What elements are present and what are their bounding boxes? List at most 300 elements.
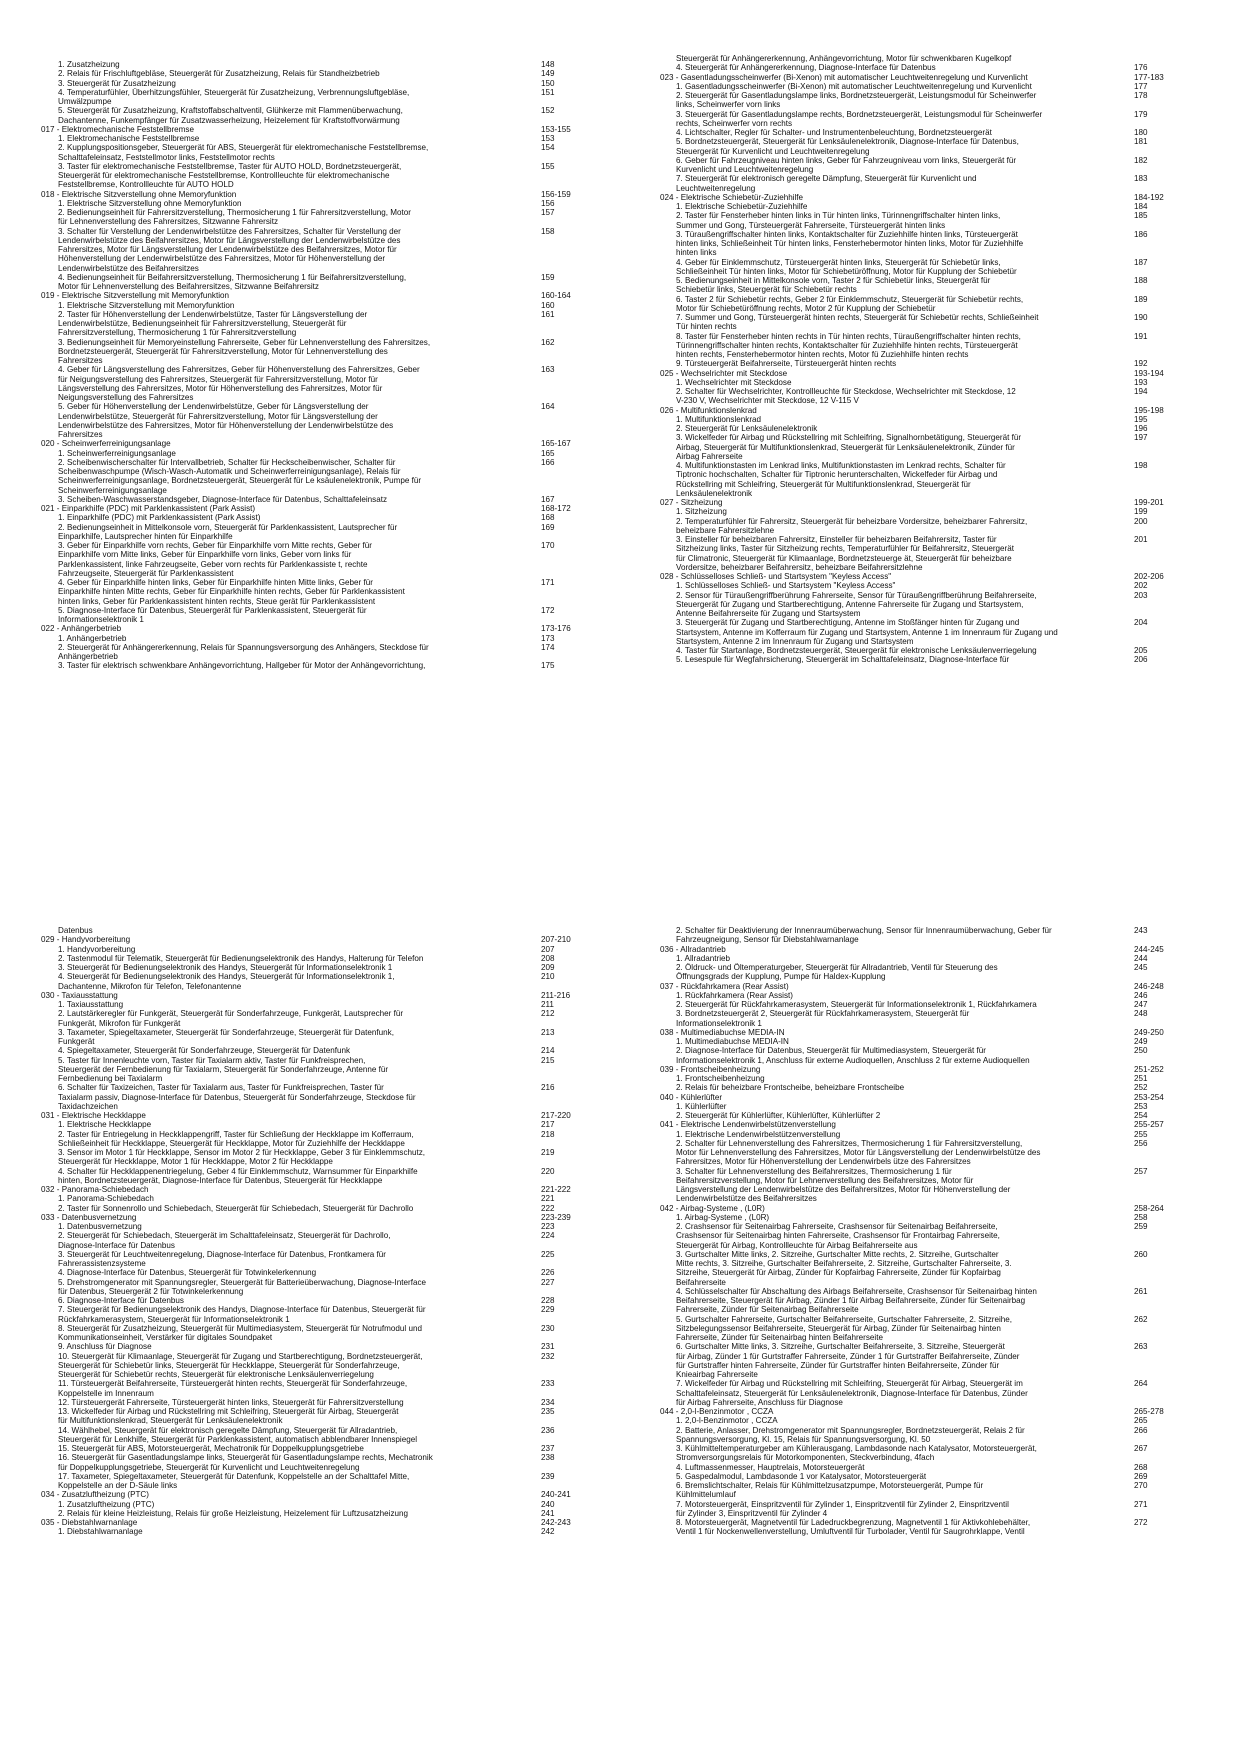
index-entry — [58, 208, 623, 227]
entry-text: 7. Motorsteuergerät, Einspritzventil für Zylinder 1, Einspritzventil für Zylinder 2, Einspritzventil für Zylinder 3, Einspritzventil für Zylinder 4 — [676, 1499, 1009, 1518]
page-number: 168 — [541, 513, 555, 523]
page-number: 160-164 — [541, 291, 571, 301]
index-entry — [676, 156, 1186, 175]
index-entry — [676, 926, 1186, 945]
index-entry — [58, 1305, 623, 1324]
entry-text: 3. Schalter für Lehnenverstellung des Beifahrersitzes, Thermosicherung 1 für Beifahrersitzverstellung, Motor für Lehnenverstellung des Beifahrersitzes, Motor für Längsverstellung der Lendenwirbelstütze des Beifahrersitzes, Motor für Höhenverstellung der Lendenwirbelstütze des Beifahrersitzes — [676, 1166, 1011, 1204]
index-entry — [58, 199, 623, 208]
entry-text: 1. Kühlerlüfter — [676, 1101, 727, 1111]
index-entry — [58, 1009, 623, 1028]
page-number: 254 — [1134, 1111, 1148, 1120]
entry-text: 3. Einsteller für beheizbaren Fahrersitz, Einsteller für beheizbaren Beifahrersitz, Taster für Sitzheizung links, Taster für Sitzheizung rechts, Temperaturfühler für Beifahrersitz, Steuergerät für Climatronic, Steuergerät für Klimaanlage, Bordnetzsteuerge ät, Steuergerät für beheizbare Vordersitze, beheizbarer Beifahrersitz, beheizbare Beifahrersitzlehne — [676, 535, 1014, 572]
index-entry — [58, 1352, 623, 1380]
page-number: 156 — [541, 198, 555, 208]
entry-text: 4. Temperaturfühler, Überhitzungsfühler, Steuergerät für Zusatzheizung, Verbrennungsluftgebläse, Umwälzpumpe — [58, 87, 410, 106]
index-entry — [676, 332, 1186, 360]
entry-text: 12. Türsteuergerät Fahrerseite, Türsteuergerät hinten links, Steuergerät für Fahrersitzverstellung — [58, 1397, 404, 1407]
index-entry — [676, 517, 1186, 536]
page-number: 190 — [1134, 313, 1148, 322]
entry-text: Datenbus — [58, 926, 93, 935]
index-entry — [676, 461, 1186, 498]
page-number: 219 — [541, 1148, 555, 1157]
entry-text: 1. Elektrische Sitzverstellung ohne Memoryfunktion — [58, 198, 242, 208]
entry-text: 5. Lesespule für Wegfahrsicherung, Steuergerät im Schalttafeleinsatz, Diagnose-Interface für — [676, 655, 1010, 665]
page-number: 239 — [541, 1471, 555, 1481]
index-entry — [58, 134, 623, 143]
entry-text: 5. Drehstromgenerator mit Spannungsregler, Steuergerät für Batterieüberwachung, Diagnose-Interface für Datenbus, Steuergerät 2 für Totwinkelerkennung — [58, 1277, 427, 1296]
page-number: 269 — [1134, 1471, 1148, 1481]
entry-text: 4. Luftmassenmesser, Hauptrelais, Motorsteuergerät — [676, 1462, 865, 1472]
index-entry — [58, 1130, 623, 1149]
entry-text: 2. Kupplungspositionsgeber, Steuergerät für ABS, Steuergerät für elektromechanische Feststellbremse, Schalttafeleinsatz, Feststellmotor links, Feststellmotor rechts — [58, 143, 429, 162]
entry-text: 1. Handyvorbereitung — [58, 944, 136, 954]
index-entry — [58, 1231, 623, 1250]
entry-text: 2. Relais für beheizbare Frontscheibe, beheizbare Frontscheibe — [676, 1083, 905, 1093]
index-entry — [58, 634, 623, 643]
page-number: 202-206 — [1134, 572, 1164, 581]
page-number: 207 — [541, 944, 555, 954]
entry-text: 030 - Taxiausstattung — [41, 990, 118, 1000]
page-number: 221 — [541, 1194, 555, 1204]
index-entry — [58, 495, 623, 504]
entry-text: 8. Motorsteuergerät, Magnetventil für Ladedruckbegrenzung, Magnetventil 1 für Aktivkohlebehälter, Ventil 1 für Nockenwellenverstellung, Umluftventil für Turbolader, Ventil für Saugrohrklappe, Ventil — [676, 1518, 1031, 1537]
entry-text: 1. Elektrische Lendenwirbelstützenverstellung — [676, 1129, 841, 1139]
page-number: 199 — [1134, 507, 1148, 517]
page-number: 255-257 — [1134, 1120, 1164, 1130]
page-number: 227 — [541, 1277, 555, 1287]
page-number: 249 — [1134, 1037, 1148, 1046]
index-entry — [58, 1379, 623, 1398]
page-number: 224 — [541, 1231, 555, 1241]
entry-text: 4. Steuergerät für Anhängererkennung, Diagnose-Interface für Datenbus — [676, 63, 936, 73]
entry-text: 2. Steuergerät für Kühlerlüfter, Kühlerlüfter, Kühlerlüfter 2 — [676, 1111, 881, 1120]
index-entry — [58, 458, 623, 495]
index-entry — [676, 276, 1186, 295]
index-entry — [58, 365, 623, 402]
index-entry — [58, 1278, 623, 1297]
index-entry — [58, 1148, 623, 1167]
page-number: 240-241 — [541, 1490, 571, 1500]
entry-text: 7. Wickelfeder für Airbag und Rückstellring mit Schleifring, Steuergerät für Airbag, Steuergerät im Schalttafeleinsatz, Steuergerät für Lenksäulenelektronik, Diagnose-Interface für Datenbus, Zünder für Airbag Fahrerseite, Anschluss für Diagnose — [676, 1379, 1028, 1407]
index-column-top-left — [41, 60, 623, 832]
index-entry — [676, 359, 1186, 368]
page-number: 186 — [1134, 229, 1148, 239]
index-entry — [676, 63, 1186, 72]
entry-text: 021 - Einparkhilfe (PDC) mit Parklenkassistent (Park Assist) — [41, 504, 256, 513]
page-number: 233 — [541, 1379, 555, 1389]
entry-text: 1. Diebstahlwarnanlage — [58, 1527, 143, 1537]
page-number: 244 — [1134, 953, 1148, 963]
index-entry — [58, 1056, 623, 1084]
page-number: 268 — [1134, 1462, 1148, 1472]
page-number: 251 — [1134, 1074, 1148, 1083]
entry-text: 3. Bedienungseinheit für Memoryeinstellung Fahrerseite, Geber für Lehnenverstellung des Fahrersitzes, Bordnetzsteuergerät, Steuergerät für Fahrersitzverstellung, Motor für Lehnenverstellung des Fahrersitzes — [58, 337, 431, 365]
page-number: 204 — [1134, 618, 1148, 628]
entry-text: 7. Steuergerät für elektronisch geregelte Dämpfung, Steuergerät für Kurvenlicht und Leuchtweitenregelung — [676, 174, 977, 193]
entry-text: 14. Wählhebel, Steuergerät für elektronisch geregelte Dämpfung, Steuergerät für Allradantrieb, Steuergerät für Lenkhilfe, Steuergerät für Parklenkassistent, automatisch abblendbarer Innenspiegel — [58, 1425, 418, 1444]
index-entry — [58, 162, 623, 190]
page-number: 174 — [541, 642, 555, 652]
index-entry — [676, 137, 1186, 156]
page-number: 165 — [541, 448, 555, 458]
page-number: 212 — [541, 1009, 555, 1019]
entry-text: 2. Temperaturfühler für Fahrersitz, Steuergerät für beheizbare Vordersitze, beheizbarer Fahrersitz, beheizbare Fahrersitzlehne — [676, 516, 1028, 535]
entry-text: 3. Taster für elektrisch schwenkbare Anhängevorrichtung, Hallgeber für Motor der Anhängevorrichtung, — [58, 661, 426, 671]
page-number: 259 — [1134, 1222, 1148, 1231]
page-number: 156-159 — [541, 189, 571, 199]
entry-text: 026 - Multifunktionslenkrad — [660, 405, 757, 415]
page-number: 271 — [1134, 1499, 1148, 1509]
entry-text: 2. Taster für Fensterheber hinten links in Tür hinten links, Türinnengriffschalter hinten links, Summer und Gong, Türsteuergerät Fahrerseite, Türsteuergerät hinten links — [676, 211, 1001, 230]
index-entry — [58, 661, 623, 670]
entry-text: 039 - Frontscheibenheizung — [660, 1064, 761, 1074]
index-entry — [58, 523, 623, 542]
page-number: 215 — [541, 1055, 555, 1065]
section-heading — [41, 1490, 623, 1500]
entry-text: 4. Lichtschalter, Regler für Schalter- und Instrumentenbeleuchtung, Bordnetzsteuergerät — [676, 128, 992, 137]
index-entry — [676, 230, 1186, 258]
entry-text: 2. Steuergerät für Rückfahrkamerasystem, Steuergerät für Informationselektronik 1, Rückfahrkamera — [676, 1000, 1037, 1009]
index-entry — [676, 1481, 1186, 1500]
index-entry — [676, 202, 1186, 211]
page-number: 245 — [1134, 963, 1148, 972]
page-number: 183 — [1134, 174, 1148, 184]
entry-text: 3. Gurtschalter Mitte links, 2. Sitzreihe, Gurtschalter Mitte rechts, 2. Sitzreihe, Gurtschalter Mitte rechts, 3. Sitzreihe, Gurtschalter Beifahrerseite, 2. Sitzreihe, Gurtschalter Fahrerseite, 3. Sitzreihe, Steuergerät für Airbag, Zünder für Kopfairbag Fahrerseite, Zünder für Kopfairbag Beifahrerseite — [676, 1249, 1012, 1287]
page-number: 154 — [541, 143, 555, 153]
index-entry — [58, 945, 623, 954]
page-number: 169 — [541, 522, 555, 532]
index-entry — [58, 69, 623, 78]
page-number: 178 — [1134, 91, 1148, 100]
entry-text: 4. Taster für Startanlage, Bordnetzsteuergerät, Steuergerät für elektronische Lenksäulenverriegelung — [676, 646, 1037, 655]
page-number: 244-245 — [1134, 944, 1164, 954]
section-heading — [660, 368, 1186, 378]
entry-text: 4. Multifunktionstasten im Lenkrad links, Multifunktionstasten im Lenkrad rechts, Schalter für Tiptronic hochschalten, Schalter für Tiptronic herunterschalten, Wickelfeder für Airbag und Rückstellring mit Schleifring, Steuergerät für Multifunktionslenkrad, Steuergerät für Lenksäulenelektronik — [676, 461, 1006, 498]
index-entry — [676, 507, 1186, 516]
entry-text: 6. Schalter für Taxizeichen, Taster für Taxialarm aus, Taster für Funkfreisprechen, Taster für Taxialarm passiv, Diagnose-Interface für Datenbus, Steuergerät für Sonderfahrzeuge, Steckdose für Taxidachzeichen — [58, 1083, 416, 1111]
entry-text: 2. Steuergerät für Gasentladungslampe links, Bordnetzsteuergerät, Leistungsmodul für Scheinwerfer links, Scheinwerfer vorn links — [676, 91, 1037, 110]
index-entry — [58, 1398, 623, 1407]
index-entry — [58, 338, 623, 366]
page-number: 241 — [541, 1508, 555, 1518]
index-entry — [58, 643, 623, 662]
entry-text: 2. Tastenmodul für Telematik, Steuergerät für Bedienungselektronik des Handys, Halterung für Telefon — [58, 953, 424, 963]
entry-text: 1. Elektrische Heckklappe — [58, 1120, 152, 1130]
entry-text: 2. Taster für Sonnenrollo und Schiebedach, Steuergerät für Schiebedach, Steuergerät für Dachrollo — [58, 1203, 414, 1213]
index-entry — [58, 1426, 623, 1445]
entry-text: 4. Spiegeltaxameter, Steuergerät für Sonderfahrzeuge, Steuergerät für Datenfunk — [58, 1046, 351, 1056]
entry-text: 1. Elektrische Schiebetür-Zuziehhilfe — [676, 202, 808, 211]
page-number: 161 — [541, 309, 555, 319]
index-entry — [676, 1342, 1186, 1379]
page-number: 257 — [1134, 1166, 1148, 1176]
entry-text: 3. Scheiben-Waschwasserstandsgeber, Diagnose-Interface für Datenbus, Schalttafeleinsatz — [58, 494, 388, 504]
section-heading — [41, 189, 623, 199]
entry-text: 1. 2,0-l-Benzinmotor , CCZA — [676, 1416, 778, 1426]
page-number: 151 — [541, 87, 555, 97]
index-entry — [58, 1324, 623, 1343]
index-entry — [676, 1102, 1186, 1111]
page-number: 246 — [1134, 990, 1148, 1000]
page-number: 242 — [541, 1527, 555, 1537]
page-number: 189 — [1134, 294, 1148, 304]
page-number: 217-220 — [541, 1111, 571, 1120]
index-entry — [676, 54, 1186, 63]
index-entry — [676, 1046, 1186, 1065]
entry-text: 7. Summer und Gong, Türsteuergerät hinten rechts, Steuergerät für Schiebetür rechts, Schließeinheit Tür hinten rechts — [676, 313, 1039, 332]
page-number: 152 — [541, 106, 555, 116]
index-entry — [58, 1046, 623, 1055]
page-number: 272 — [1134, 1518, 1148, 1527]
section-heading — [41, 935, 623, 945]
page-number: 230 — [541, 1323, 555, 1333]
page-number: 270 — [1134, 1481, 1148, 1490]
index-entry — [58, 1296, 623, 1305]
page-number: 238 — [541, 1453, 555, 1463]
page-number: 228 — [541, 1296, 555, 1305]
index-entry — [58, 79, 623, 88]
entry-text: 4. Steuergerät für Bedienungselektronik des Handys, Steuergerät für Informationselektronik 1, Dachantenne, Mikrofon für Telefon, Telefonantenne — [58, 972, 395, 991]
page-number: 217 — [541, 1120, 555, 1130]
index-entry — [676, 1083, 1186, 1092]
entry-text: 035 - Diebstahlwarnanlage — [41, 1518, 138, 1527]
entry-text: 5. Geber für Höhenverstellung der Lendenwirbelstütze, Geber für Längsverstellung der Lendenwirbelstütze, Steuergerät für Fahrersitzverstellung, Motor für Längsverstellung der Lendenwirbelstütze des Fahrersitzes, Motor für Höhenverstellung der Lendenwirbelstütze des Fahrersitzes — [58, 402, 394, 439]
entry-text: 2. Bedienungseinheit in Mittelkonsole vorn, Steuergerät für Parklenkassistent, Lautsprecher für Einparkhilfe, Lautsprecher hinten für Einparkhilfe — [58, 522, 398, 541]
section-heading — [41, 624, 623, 634]
entry-text: 3. Bordnetzsteuergerät 2, Steuergerät für Rückfahrkamerasystem, Steuergerät für Informationselektronik 1 — [676, 1009, 970, 1028]
entry-text: 022 - Anhängerbetrieb — [41, 624, 122, 634]
entry-text: 1. Elektromechanische Feststellbremse — [58, 134, 200, 143]
entry-text: 025 - Wechselrichter mit Steckdose — [660, 368, 788, 378]
page-number: 163 — [541, 365, 555, 375]
entry-text: 038 - Multimediabuchse MEDIA-IN — [660, 1027, 785, 1037]
section-heading — [41, 990, 623, 1000]
page-number: 149 — [541, 69, 555, 79]
entry-text: 1. Einparkhilfe (PDC) mit Parklenkassistent (Park Assist) — [58, 513, 261, 523]
entry-text: 1. Gasentladungsscheinwerfer (Bi-Xenon) mit automatischer Leuchtweitenregelung und Kurvenlicht — [676, 81, 1032, 91]
index-entry — [58, 301, 623, 310]
index-entry — [58, 1407, 623, 1426]
index-entry — [676, 128, 1186, 137]
entry-text: 3. Wickelfeder für Airbag und Rückstellring mit Schleifring, Signalhornbetätigung, Steuergerät für Airbag, Steuergerät für Multifunktionslenkrad, Steuergerät für Lenksäulenelektronik, Zünder für Airbag Fahrerseite — [676, 433, 1022, 461]
entry-text: 1. Sitzheizung — [676, 507, 727, 517]
page-number: 253 — [1134, 1101, 1148, 1111]
page-number: 247 — [1134, 1000, 1148, 1009]
index-entry — [676, 424, 1186, 433]
page-number: 188 — [1134, 276, 1148, 285]
page-number: 229 — [541, 1305, 555, 1315]
index-entry — [676, 591, 1186, 619]
index-column-top-right — [660, 54, 1186, 832]
entry-text: 3. Steuergerät für Gasentladungslampe rechts, Bordnetzsteuergerät, Leistungsmodul für Scheinwerfer rechts, Scheinwerfer vorn rechts — [676, 109, 1043, 128]
page-number: 264 — [1134, 1379, 1148, 1389]
index-entry — [676, 1009, 1186, 1028]
page-number: 255 — [1134, 1129, 1148, 1139]
page-number: 202 — [1134, 581, 1148, 591]
page-number: 223 — [541, 1222, 555, 1231]
entry-text: 9. Anschluss für Diagnose — [58, 1342, 152, 1352]
page-number: 193-194 — [1134, 368, 1164, 378]
section-heading — [660, 572, 1186, 581]
page-number: 160 — [541, 300, 555, 310]
index-entry — [676, 991, 1186, 1000]
entry-text: 1. Wechselrichter mit Steckdose — [676, 377, 792, 387]
index-entry — [58, 273, 623, 292]
page-number: 267 — [1134, 1444, 1148, 1453]
page-number: 165-167 — [541, 439, 571, 449]
page-number: 248 — [1134, 1009, 1148, 1019]
page-number: 261 — [1134, 1286, 1148, 1296]
entry-text: 1. Scheinwerferreinigungsanlage — [58, 448, 176, 458]
section-heading — [41, 1212, 623, 1222]
entry-text: 1. Frontscheibenheizung — [676, 1074, 765, 1083]
index-entry — [58, 1527, 623, 1536]
entry-text: 036 - Allradantrieb — [660, 944, 726, 954]
page-number: 232 — [541, 1351, 555, 1361]
index-entry — [676, 1287, 1186, 1315]
index-entry — [58, 1194, 623, 1203]
page-number: 170 — [541, 541, 555, 550]
page-number: 249-250 — [1134, 1027, 1164, 1037]
section-heading — [660, 1120, 1186, 1130]
page-number: 197 — [1134, 433, 1148, 443]
index-entry — [676, 258, 1186, 277]
index-entry — [676, 313, 1186, 332]
section-heading — [660, 1407, 1186, 1416]
entry-text: 019 - Elektrische Sitzverstellung mit Memoryfunktion — [41, 291, 230, 301]
page-number: 191 — [1134, 331, 1148, 341]
page-number: 265-278 — [1134, 1407, 1164, 1416]
entry-text: 1. Allradantrieb — [676, 953, 730, 963]
index-entry — [58, 402, 623, 439]
page-number: 211-216 — [541, 990, 571, 1000]
section-heading — [660, 498, 1186, 507]
index-entry — [676, 1472, 1186, 1481]
page-number: 153 — [541, 134, 555, 143]
page-number: 175 — [541, 661, 555, 671]
index-entry — [58, 926, 623, 935]
index-entry — [676, 174, 1186, 193]
page-number: 222 — [541, 1203, 555, 1213]
page-number: 258-264 — [1134, 1203, 1164, 1213]
entry-text: 3. Geber für Einparkhilfe vorn rechts, Geber für Einparkhilfe vorn Mitte rechts, Geber für Einparkhilfe vorn Mitte links, Geber für Einparkhilfe vorn links, Geber vorn links für Parklenkassistent, linke Fahrzeugseite, Geber vorn rechts für Parklenkassiste t, rechte Fahrzeugseite, Steuergerät für Parklenkassistent — [58, 541, 372, 578]
section-heading — [660, 944, 1186, 954]
page-number: 258 — [1134, 1212, 1148, 1222]
page-number: 201 — [1134, 535, 1148, 544]
page-number: 177-183 — [1134, 72, 1164, 82]
index-entry — [676, 1139, 1186, 1167]
entry-text: 1. Zusatzluftheizung (PTC) — [58, 1499, 155, 1509]
entry-text: 2. Taster für Höhenverstellung der Lendenwirbelstütze, Taster für Längsverstellung der Lendenwirbelstütze, Bedienungseinheit für Fahrersitzverstellung, Steuergerät für Fahrersitzverstellung, Thermosicherung 1 für Fahrersitzverstellung — [58, 309, 368, 338]
index-entry — [58, 1120, 623, 1129]
entry-text: 1. Taxiausstattung — [58, 1000, 124, 1009]
entry-text: 2. Steuergerät für Schiebedach, Steuergerät im Schalttafeleinsatz, Steuergerät für Dachrollo, Diagnose-Interface für Datenbus — [58, 1231, 391, 1250]
entry-text: 5. Bordnetzsteuergerät, Steuergerät für Lenksäulenelektronik, Diagnose-Interface für Datenbus, Steuergerät für Kurvenlicht und Leuchtweitenregelung — [676, 137, 1019, 156]
index-entry — [676, 655, 1186, 664]
entry-text: 4. Bedienungseinheit für Beifahrersitzverstellung, Thermosicherung 1 für Beifahrersitzverstellung, Motor für Lehnenverstellung des Beifahrersitzes, Sitzwanne Beifahrersitz — [58, 272, 407, 291]
entry-text: 10. Steuergerät für Klimaanlage, Steuergerät für Zugang und Startberechtigung, Bordnetzsteuergerät, Steuergerät für Schiebetür links, Steuergerät für Heckklappe, Steuergerät für Sonderfahrzeuge, Steuergerät für Schiebetür rechts, Steuergerät für elektronische Lenksäulenverriegelung — [58, 1351, 423, 1379]
index-entry — [58, 1509, 623, 1518]
entry-text: 6. Diagnose-Interface für Datenbus — [58, 1296, 184, 1305]
section-heading — [660, 1027, 1186, 1037]
index-entry — [676, 1037, 1186, 1046]
page-number: 263 — [1134, 1342, 1148, 1352]
index-entry — [676, 1500, 1186, 1519]
index-entry — [676, 91, 1186, 110]
page-number: 173-176 — [541, 624, 571, 634]
entry-text: 1. Anhängerbetrieb — [58, 633, 127, 643]
index-entry — [58, 606, 623, 625]
entry-text: 037 - Rückfahrkamera (Rear Assist) — [660, 981, 789, 991]
entry-text: 2. Taster für Entriegelung in Heckklappengriff, Taster für Schließung der Heckklappe im Kofferraum, Schließeinheit für Heckklappe, Steuergerät für Heckklappe, Motor für Zuziehhilfe der Heckklappe — [58, 1129, 414, 1148]
page-number: 168-172 — [541, 504, 571, 513]
entry-text: 1. Zusatzheizung — [58, 60, 120, 69]
entry-text: 4. Diagnose-Interface für Datenbus, Steuergerät für Totwinkelerkennung — [58, 1268, 317, 1278]
entry-text: 031 - Elektrische Heckklappe — [41, 1111, 146, 1120]
entry-text: Steuergerät für Anhängererkennung, Anhängevorrichtung, Motor für schwenkbaren Kugelkopf — [676, 54, 1012, 63]
page-number: 164 — [541, 402, 555, 412]
section-heading — [41, 439, 623, 449]
index-entry — [676, 954, 1186, 963]
entry-text: 4. Geber für Einklemmschutz, Türsteuergerät hinten links, Steuergerät für Schiebetür links, Schließeinheit Tür hinten links, Motor für Schiebetüröffnung, Motor für Kupplung der Schiebetür — [676, 257, 1017, 276]
entry-text: 2. Relais für kleine Heizleistung, Relais für große Heizleistung, Heizelement für Luftzusatzheizung — [58, 1508, 408, 1518]
page-number: 205 — [1134, 646, 1148, 655]
page-number: 221-222 — [541, 1185, 571, 1194]
page-number: 236 — [541, 1425, 555, 1435]
entry-text: 029 - Handyvorbereitung — [41, 935, 131, 945]
entry-text: 033 - Datenbusvernetzung — [41, 1212, 137, 1222]
entry-text: 2. Steuergerät für Lenksäulenelektronik — [676, 424, 818, 433]
section-heading — [41, 1518, 623, 1527]
entry-text: 2. Crashsensor für Seitenairbag Fahrerseite, Crashsensor für Seitenairbag Beifahrerseite, Crashsensor für Seitenairbag hinten Fahrerseite, Crashsensor für Frontairbag Fahrerseite, Steuergerät für Airbag, Kontrollleuchte für Airbag Beifahrerseite aus — [676, 1222, 1000, 1250]
entry-text: 5. Gurtschalter Fahrerseite, Gurtschalter Beifahrerseite, Gurtschalter Fahrerseite, 2. Sitzreihe, Sitzbelegungssensor Beifahrerseite, Steuergerät für Airbag, Zünder für Seitenairbag hinten Fahrerseite, Zünder für Seitenairbag hinten Beifahrerseite — [676, 1314, 1013, 1342]
index-entry — [58, 578, 623, 606]
section-heading — [41, 1111, 623, 1120]
index-entry — [58, 1453, 623, 1472]
index-entry — [676, 618, 1186, 646]
page-number: 207-210 — [541, 935, 571, 945]
entry-text: 2. Öldruck- und Öltemperaturgeber, Steuergerät für Allradantrieb, Ventil für Steuerung des Öffnungsgrads der Kupplung, Pumpe für Haldex-Kupplung — [676, 963, 998, 982]
index-entry — [58, 1000, 623, 1009]
entry-text: 3. Steuergerät für Leuchtweitenregelung, Diagnose-Interface für Datenbus, Frontkamera für Fahrerassistenzsysteme — [58, 1249, 386, 1268]
entry-text: 16. Steuergerät für Gasentladungslampe links, Steuergerät für Gasentladungslampe rechts, Mechatronik für Doppelkupplungsgetriebe, Steuergerät für Kurvenlicht und Leuchtweitenregelung — [58, 1453, 433, 1472]
entry-text: 5. Bedienungseinheit in Mittelkonsole vorn, Taster 2 für Schiebetür links, Steuergerät für Schiebetür links, Steuergerät für Schiebetür rechts — [676, 276, 991, 295]
entry-text: 1. Airbag-Systeme , (L0R) — [676, 1212, 770, 1222]
page-number: 237 — [541, 1444, 555, 1453]
index-entry — [676, 1111, 1186, 1120]
index-entry — [676, 1167, 1186, 1204]
entry-text: 5. Gaspedalmodul, Lambdasonde 1 vor Katalysator, Motorsteuergerät — [676, 1471, 927, 1481]
entry-text: 2. Sensor für Türaußengriffberührung Fahrerseite, Sensor für Türaußengriffberührung Beifahrerseite, Steuergerät für Zugang und Startberechtigung, Antenne Fahrerseite für Zugang und Startsystem, Antenne Beifahrerseite für Zugang und Startsystem — [676, 590, 1037, 618]
page-number: 218 — [541, 1129, 555, 1139]
entry-text: 028 - Schlüsselloses Schließ- und Startsystem "Keyless Access" — [660, 572, 892, 581]
index-entry — [676, 82, 1186, 91]
entry-text: 1. Datenbusvernetzung — [58, 1222, 142, 1231]
page-number: 176 — [1134, 63, 1148, 73]
entry-text: 034 - Zusatzluftheizung (PTC) — [41, 1490, 149, 1500]
entry-text: 044 - 2,0-l-Benzinmotor , CCZA — [660, 1407, 774, 1416]
entry-text: 8. Steuergerät für Zusatzheizung, Steuergerät für Multimediasystem, Steuergerät für Notrufmodul und Kommunikationseinheit, Verstärker für digitales Soundpaket — [58, 1323, 422, 1342]
page-number: 196 — [1134, 424, 1148, 433]
index-entry — [58, 1250, 623, 1269]
index-entry — [58, 1222, 623, 1231]
page-number: 203 — [1134, 590, 1148, 600]
page-number: 185 — [1134, 211, 1148, 221]
entry-text: 1. Multimediabuchse MEDIA-IN — [676, 1037, 789, 1046]
page-number: 199-201 — [1134, 498, 1164, 507]
page-number: 250 — [1134, 1046, 1148, 1056]
section-heading — [660, 405, 1186, 415]
